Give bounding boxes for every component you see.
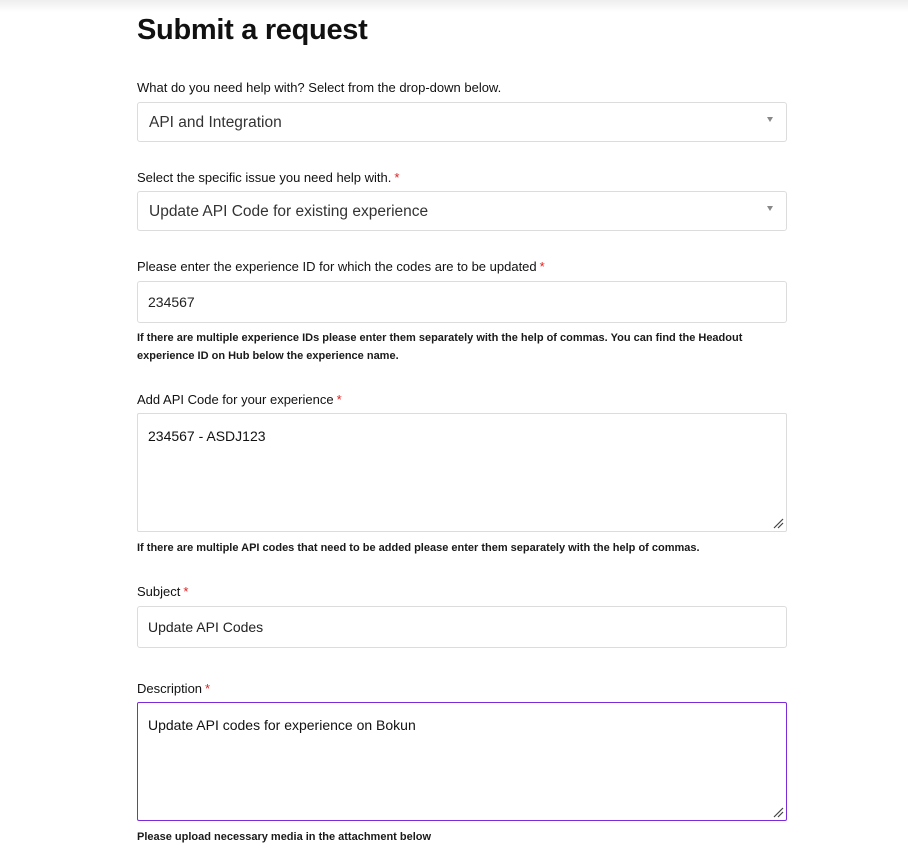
issue-select[interactable] bbox=[137, 191, 787, 231]
required-mark: * bbox=[183, 584, 189, 599]
required-mark: * bbox=[336, 392, 342, 407]
subject-input[interactable] bbox=[137, 606, 787, 648]
help-topic-select[interactable] bbox=[137, 102, 787, 142]
experience-id-input[interactable] bbox=[137, 281, 787, 323]
resize-grip-icon[interactable] bbox=[773, 807, 784, 818]
description-textarea[interactable] bbox=[137, 702, 787, 821]
subject-label: Subject * bbox=[137, 584, 189, 599]
description-hint: Please upload necessary media in the attachment below bbox=[137, 831, 432, 843]
experience-id-hint: If there are multiple experience IDs please enter them separately with the help of commas. You can find the Headout experience ID on Hub below the experience name. bbox=[137, 332, 743, 362]
dropdown-caret-icon bbox=[767, 206, 773, 211]
api-code-value: 234567 - ASDJ123 bbox=[148, 428, 266, 444]
subject-value: Update API Codes bbox=[148, 619, 264, 635]
api-code-label: Add API Code for your experience * bbox=[137, 392, 342, 407]
required-mark: * bbox=[394, 170, 400, 185]
experience-id-value: 234567 bbox=[148, 294, 195, 310]
description-label: Description * bbox=[137, 681, 211, 696]
top-shadow bbox=[0, 0, 908, 12]
help-topic-label: What do you need help with? Select from the drop-down below. bbox=[137, 80, 502, 95]
api-code-hint: If there are multiple API codes that need to be added please enter them separately with the help of commas. bbox=[137, 542, 700, 554]
description-value: Update API codes for experience on Bokun bbox=[148, 717, 416, 733]
help-topic-value: API and Integration bbox=[149, 114, 282, 131]
issue-value: Update API Code for existing experience bbox=[149, 203, 429, 220]
resize-grip-icon[interactable] bbox=[773, 518, 784, 529]
api-code-textarea[interactable] bbox=[137, 413, 787, 532]
required-mark: * bbox=[205, 681, 211, 696]
page-title: Submit a request bbox=[137, 14, 368, 46]
experience-id-label: Please enter the experience ID for which the codes are to be updated * bbox=[137, 259, 545, 274]
required-mark: * bbox=[539, 259, 545, 274]
issue-label: Select the specific issue you need help with. * bbox=[137, 170, 400, 185]
dropdown-caret-icon bbox=[767, 117, 773, 122]
